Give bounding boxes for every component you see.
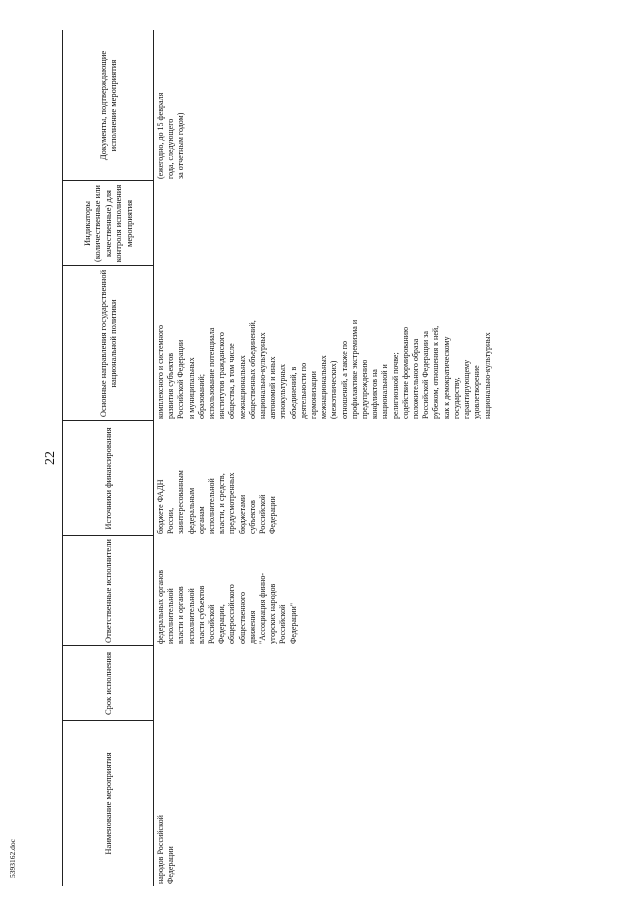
table-header-row [62, 30, 154, 886]
cell-name: народов Российской Федерации [156, 815, 176, 884]
header-cell-directions [63, 266, 153, 421]
header-label-indicators: Индикаторы (количественные или качественные) для контроля исполнения мероприятия [81, 184, 134, 263]
header-label-name: Наименование мероприятия [102, 752, 113, 855]
header-label-documents: Документы, подтверждающие исполнение мероприятия [97, 50, 118, 161]
document-filename: 5393162.doc [8, 839, 17, 878]
header-cell-name [63, 721, 153, 886]
cell-funding: бюджете ФАДН России, заинтересованным федеральным органам исполнительной власти, и средств, предусмотренных бюджетами субъектов Российской Федерации [156, 470, 278, 534]
header-label-directions: Основные направления государственной национальной политики [97, 269, 118, 418]
header-label-executors: Ответственные исполнители [102, 539, 113, 643]
page-number: 22 [43, 451, 58, 465]
header-cell-term [63, 646, 153, 721]
header-cell-indicators [63, 181, 153, 266]
header-label-term: Срок исполнения [102, 652, 113, 716]
header-label-funding: Источники финансирования [102, 427, 113, 530]
cell-executors: федеральных органов исполнительной власти и органов исполнительной власти субъектов Российской Федерации, общероссийского общественного движения "Ассоциация финно- угорских народов Российской Федерации" [156, 569, 298, 644]
cell-documents: (ежегодно, до 15 февраля года, следующего за отчетным годом) [156, 92, 186, 179]
cell-directions: комплексного и системного развития субъектов Российской Федерации и муниципальных образований; использование потенциала институтов гражданского общества, в том числе межнациональных общественных объединений, национально-культурных автономий и иных этнокультурных объединений, в деятельности по гармонизации межнациональных (межэтнических) отношений, а также по профилактике экстремизма и предупреждению конфликтов на национальной и религиозной почве; содействие формированию положительного образа Российской Федерации за рубежом, отношения к ней, как к демократическому государству, гарантирующему удовлетворение национально-культурных [156, 319, 492, 419]
header-cell-documents [63, 30, 153, 181]
header-cell-executors [63, 536, 153, 646]
plan-table [62, 30, 574, 886]
table-row [156, 30, 574, 886]
header-cell-funding [63, 421, 153, 536]
